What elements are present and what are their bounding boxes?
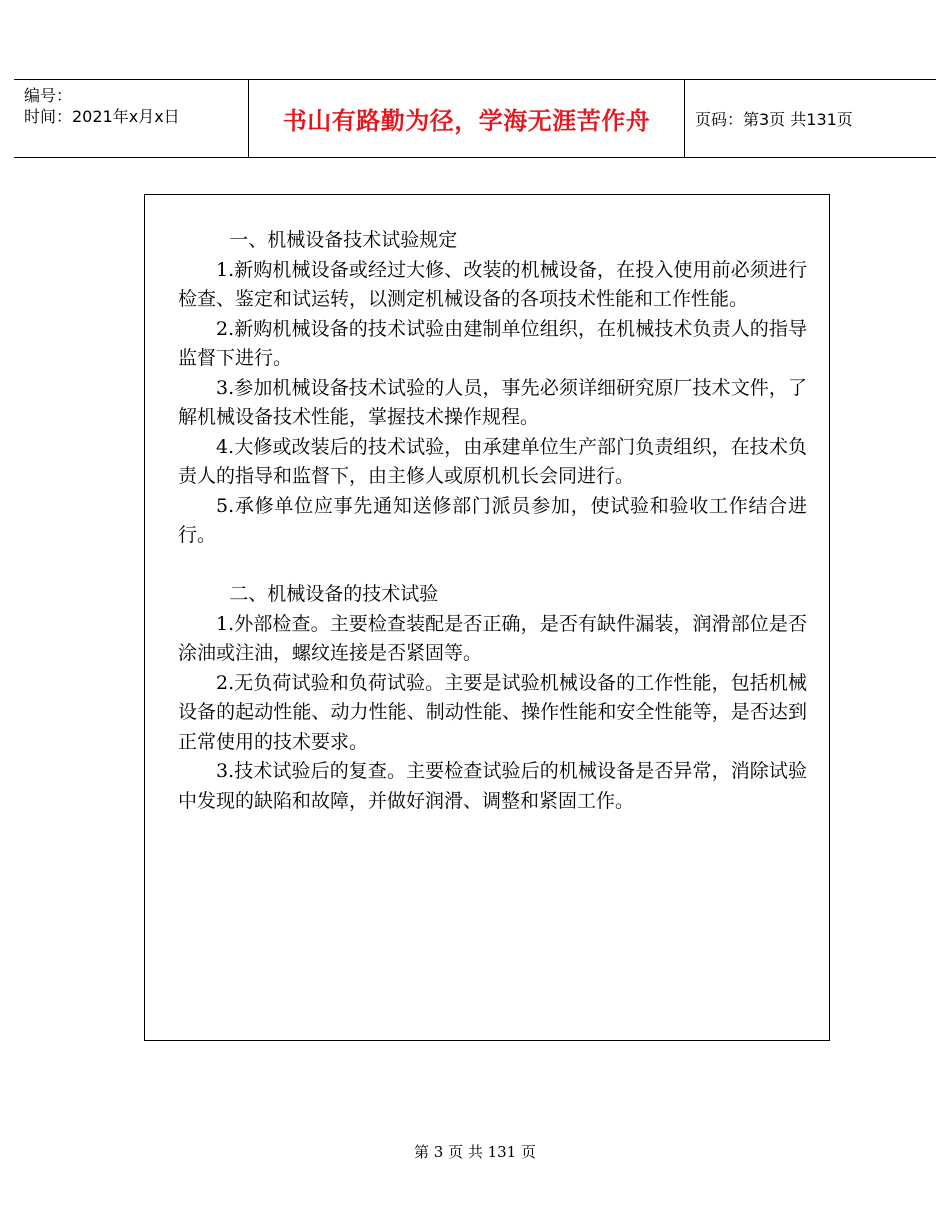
paragraph: 3.技术试验后的复查。主要检查试验后的机械设备是否异常，消除试验中发现的缺陷和故障，并做好润滑、调整和紧固工作。	[178, 760, 807, 812]
paragraph: 4.大修或改装后的技术试验，由承建单位生产部门负责组织，在技术负责人的指导和监督下，由主修人或原机机长会同进行。	[178, 435, 807, 487]
paragraph: 1.新购机械设备或经过大修、改装的机械设备，在投入使用前必须进行检查、鉴定和试运转，以测定机械设备的各项技术性能和工作性能。	[178, 258, 807, 310]
paragraph: 5.承修单位应事先通知送修部门派员参加，使试验和验收工作结合进行。	[178, 494, 807, 546]
content-box	[144, 194, 830, 1041]
serial-number-label: 编号：	[24, 86, 73, 105]
paragraph: 1.外部检查。主要检查装配是否正确，是否有缺件漏装，润滑部位是否涂油或注油，螺纹连接是否紧固等。	[178, 612, 807, 664]
section-heading: 二、机械设备的技术试验	[229, 583, 439, 605]
motto-text: 书山有路勤为径，学海无涯苦作舟	[282, 107, 651, 135]
header-meta-cell	[14, 80, 249, 157]
page-footer: 第 3 页 共 131 页	[413, 1143, 536, 1161]
page-number-label: 页码：第3页 共131页	[695, 110, 853, 129]
paragraph: 2.无负荷试验和负荷试验。主要是试验机械设备的工作性能，包括机械设备的起动性能、动力性能、制动性能、操作性能和安全性能等，是否达到正常使用的技术要求。	[178, 671, 807, 753]
header-motto-cell	[249, 80, 685, 157]
header-page-cell	[685, 80, 936, 157]
section-heading: 一、机械设备技术试验规定	[229, 229, 458, 251]
section-spacer	[178, 551, 807, 581]
page-header	[14, 79, 936, 158]
paragraph: 2.新购机械设备的技术试验由建制单位组织，在机械技术负责人的指导监督下进行。	[178, 317, 807, 369]
time-label: 时间：2021年x月x日	[24, 107, 180, 126]
paragraph: 3.参加机械设备技术试验的人员，事先必须详细研究原厂技术文件，了解机械设备技术性能，掌握技术操作规程。	[178, 376, 807, 428]
